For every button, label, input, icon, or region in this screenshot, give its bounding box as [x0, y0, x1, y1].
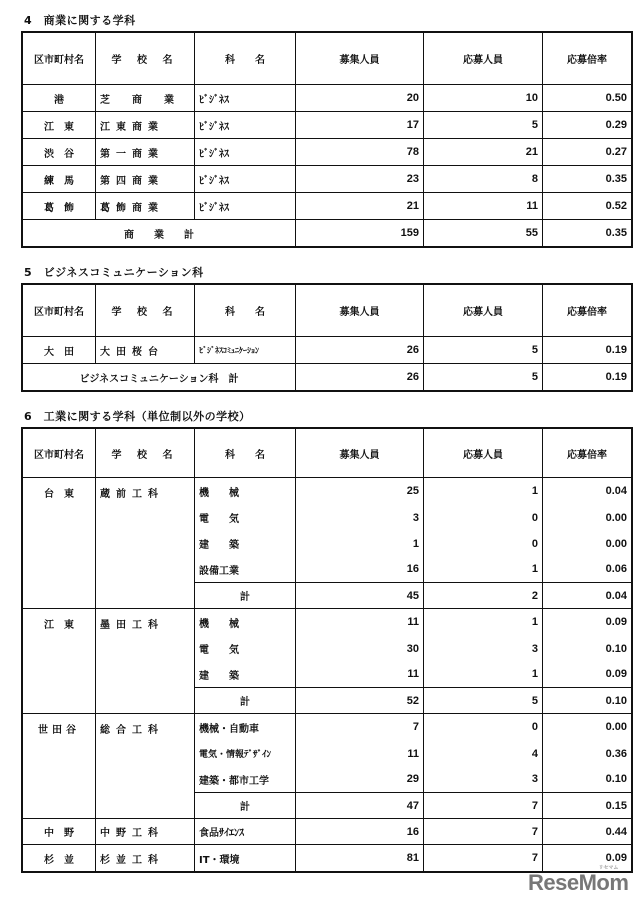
- ratio-cell: 0.10: [543, 767, 632, 793]
- section-title-industrial: 6 工業に関する学科（単位制以外の学校）: [24, 410, 251, 423]
- total-row: [23, 364, 632, 391]
- dept-cell: ﾋﾞｼﾞﾈｽ: [195, 85, 296, 112]
- ratio-cell: 0.00: [543, 531, 632, 557]
- ratio-cell: 0.09: [543, 609, 632, 636]
- table-row: [23, 819, 632, 845]
- dept-cell: 機 械: [195, 478, 296, 505]
- applicants-cell: 3: [424, 767, 543, 793]
- ward-cell: 葛 飾: [23, 193, 96, 220]
- ratio-cell: 0.00: [543, 714, 632, 741]
- quota-cell: 1: [296, 531, 424, 557]
- quota-cell: 7: [296, 714, 424, 741]
- dept-cell: ﾋﾞｼﾞﾈｽｺﾐｭﾆｹｰｼｮﾝ: [195, 337, 296, 364]
- subtotal-quota: 52: [296, 688, 424, 714]
- quota-cell: 81: [296, 845, 424, 872]
- subtotal-ratio: 0.15: [543, 793, 632, 819]
- dept-cell: 食品ｻｲｴﾝｽ: [195, 819, 296, 845]
- ward-cell: 世田谷: [23, 714, 96, 819]
- school-cell: 第一商業: [96, 139, 195, 166]
- header-ratio: 応募倍率: [543, 429, 632, 478]
- subtotal-quota: 45: [296, 583, 424, 609]
- school-cell: 杉並工科: [96, 845, 195, 872]
- applicants-cell: 21: [424, 139, 543, 166]
- header-quota: 募集人員: [296, 285, 424, 337]
- applicants-cell: 0: [424, 531, 543, 557]
- logo-subtext: リセマム: [598, 865, 619, 871]
- table-industrial: [22, 428, 632, 872]
- subtotal-label: 計: [195, 688, 296, 714]
- total-ratio: 0.19: [543, 364, 632, 391]
- total-label: 商 業 計: [23, 220, 296, 247]
- dept-cell: 電気・情報ﾃﾞｻﾞｲﾝ: [195, 741, 296, 767]
- header-school: 学 校 名: [96, 33, 195, 85]
- total-applicants: 55: [424, 220, 543, 247]
- total-ratio: 0.35: [543, 220, 632, 247]
- ratio-cell: 0.06: [543, 557, 632, 583]
- applicants-cell: 3: [424, 636, 543, 662]
- section-title-business-communication: 5 ビジネスコミュニケーション科: [24, 266, 204, 279]
- ward-cell: 練 馬: [23, 166, 96, 193]
- ward-cell: 大 田: [23, 337, 96, 364]
- header-quota: 募集人員: [296, 429, 424, 478]
- quota-cell: 11: [296, 609, 424, 636]
- quota-cell: 16: [296, 557, 424, 583]
- ratio-cell: 0.35: [543, 166, 632, 193]
- applicants-cell: 11: [424, 193, 543, 220]
- dept-cell: 建 築: [195, 531, 296, 557]
- applicants-cell: 8: [424, 166, 543, 193]
- school-cell: 総合工科: [96, 714, 195, 819]
- resemom-logo: [528, 865, 629, 896]
- header-applicants: 応募人員: [424, 429, 543, 478]
- total-quota: 26: [296, 364, 424, 391]
- dept-cell: 機 械: [195, 609, 296, 636]
- ratio-cell: 0.52: [543, 193, 632, 220]
- school-cell: 江東商業: [96, 112, 195, 139]
- table-row: [23, 845, 632, 872]
- quota-cell: 3: [296, 505, 424, 531]
- header-ratio: 応募倍率: [543, 285, 632, 337]
- dept-cell: 建 築: [195, 662, 296, 688]
- applicants-cell: 5: [424, 112, 543, 139]
- quota-cell: 11: [296, 741, 424, 767]
- ratio-cell: 0.10: [543, 636, 632, 662]
- subtotal-applicants: 5: [424, 688, 543, 714]
- school-cell: 第四商業: [96, 166, 195, 193]
- quota-cell: 20: [296, 85, 424, 112]
- table-row: [23, 337, 632, 364]
- header-dept: 科 名: [195, 33, 296, 85]
- table-row: [23, 166, 632, 193]
- table-row: [23, 193, 632, 220]
- dept-cell: ﾋﾞｼﾞﾈｽ: [195, 193, 296, 220]
- total-applicants: 5: [424, 364, 543, 391]
- ratio-cell: 0.00: [543, 505, 632, 531]
- table-row: [23, 85, 632, 112]
- dept-cell: 建築・都市工学: [195, 767, 296, 793]
- header-ratio: 応募倍率: [543, 33, 632, 85]
- ratio-cell: 0.09: [543, 845, 632, 872]
- subtotal-applicants: 2: [424, 583, 543, 609]
- applicants-cell: 1: [424, 609, 543, 636]
- table-row: [23, 478, 632, 505]
- applicants-cell: 1: [424, 478, 543, 505]
- quota-cell: 11: [296, 662, 424, 688]
- ward-cell: 港: [23, 85, 96, 112]
- school-cell: 墨田工科: [96, 609, 195, 714]
- applicants-cell: 5: [424, 337, 543, 364]
- ratio-cell: 0.29: [543, 112, 632, 139]
- applicants-cell: 10: [424, 85, 543, 112]
- quota-cell: 30: [296, 636, 424, 662]
- school-cell: 蔵前工科: [96, 478, 195, 609]
- school-cell: 中野工科: [96, 819, 195, 845]
- school-cell: 葛飾商業: [96, 193, 195, 220]
- ward-cell: 江 東: [23, 112, 96, 139]
- ward-cell: 台 東: [23, 478, 96, 609]
- dept-cell: IT・環境: [195, 845, 296, 872]
- ratio-cell: 0.09: [543, 662, 632, 688]
- ratio-cell: 0.50: [543, 85, 632, 112]
- header-school: 学 校 名: [96, 285, 195, 337]
- quota-cell: 16: [296, 819, 424, 845]
- dept-cell: 電 気: [195, 505, 296, 531]
- header-dept: 科 名: [195, 285, 296, 337]
- dept-cell: ﾋﾞｼﾞﾈｽ: [195, 166, 296, 193]
- total-row: [23, 220, 632, 247]
- header-applicants: 応募人員: [424, 33, 543, 85]
- subtotal-label: 計: [195, 793, 296, 819]
- quota-cell: 21: [296, 193, 424, 220]
- table-row: [23, 714, 632, 741]
- subtotal-label: 計: [195, 583, 296, 609]
- subtotal-applicants: 7: [424, 793, 543, 819]
- header-quota: 募集人員: [296, 33, 424, 85]
- header-school: 学 校 名: [96, 429, 195, 478]
- header-ward: 区市町村名: [23, 285, 96, 337]
- applicants-cell: 7: [424, 845, 543, 872]
- section-title-commerce: 4 商業に関する学科: [24, 14, 136, 27]
- applicants-cell: 1: [424, 662, 543, 688]
- table-commerce: [22, 32, 632, 247]
- quota-cell: 78: [296, 139, 424, 166]
- ward-cell: 中 野: [23, 819, 96, 845]
- dept-cell: 電 気: [195, 636, 296, 662]
- subtotal-quota: 47: [296, 793, 424, 819]
- table-header-row: [23, 429, 632, 478]
- applicants-cell: 7: [424, 819, 543, 845]
- total-label: ビジネスコミュニケーション科 計: [23, 364, 296, 391]
- header-ward: 区市町村名: [23, 429, 96, 478]
- school-cell: 大田桜台: [96, 337, 195, 364]
- quota-cell: 23: [296, 166, 424, 193]
- table-business-communication: [22, 284, 632, 391]
- ratio-cell: 0.04: [543, 478, 632, 505]
- quota-cell: 29: [296, 767, 424, 793]
- table-row: [23, 609, 632, 636]
- applicants-cell: 0: [424, 714, 543, 741]
- total-quota: 159: [296, 220, 424, 247]
- quota-cell: 25: [296, 478, 424, 505]
- school-cell: 芝 商 業: [96, 85, 195, 112]
- dept-cell: ﾋﾞｼﾞﾈｽ: [195, 112, 296, 139]
- ward-cell: 江 東: [23, 609, 96, 714]
- applicants-cell: 4: [424, 741, 543, 767]
- table-row: [23, 139, 632, 166]
- ratio-cell: 0.36: [543, 741, 632, 767]
- ratio-cell: 0.27: [543, 139, 632, 166]
- ratio-cell: 0.44: [543, 819, 632, 845]
- ratio-cell: 0.19: [543, 337, 632, 364]
- quota-cell: 26: [296, 337, 424, 364]
- quota-cell: 17: [296, 112, 424, 139]
- ward-cell: 渋 谷: [23, 139, 96, 166]
- applicants-cell: 1: [424, 557, 543, 583]
- table-header-row: [23, 285, 632, 337]
- subtotal-ratio: 0.10: [543, 688, 632, 714]
- table-row: [23, 112, 632, 139]
- subtotal-ratio: 0.04: [543, 583, 632, 609]
- header-dept: 科 名: [195, 429, 296, 478]
- ward-cell: 杉 並: [23, 845, 96, 872]
- header-ward: 区市町村名: [23, 33, 96, 85]
- dept-cell: ﾋﾞｼﾞﾈｽ: [195, 139, 296, 166]
- table-header-row: [23, 33, 632, 85]
- dept-cell: 設備工業: [195, 557, 296, 583]
- header-applicants: 応募人員: [424, 285, 543, 337]
- logo-text: ReseMom: [528, 870, 629, 895]
- dept-cell: 機械・自動車: [195, 714, 296, 741]
- applicants-cell: 0: [424, 505, 543, 531]
